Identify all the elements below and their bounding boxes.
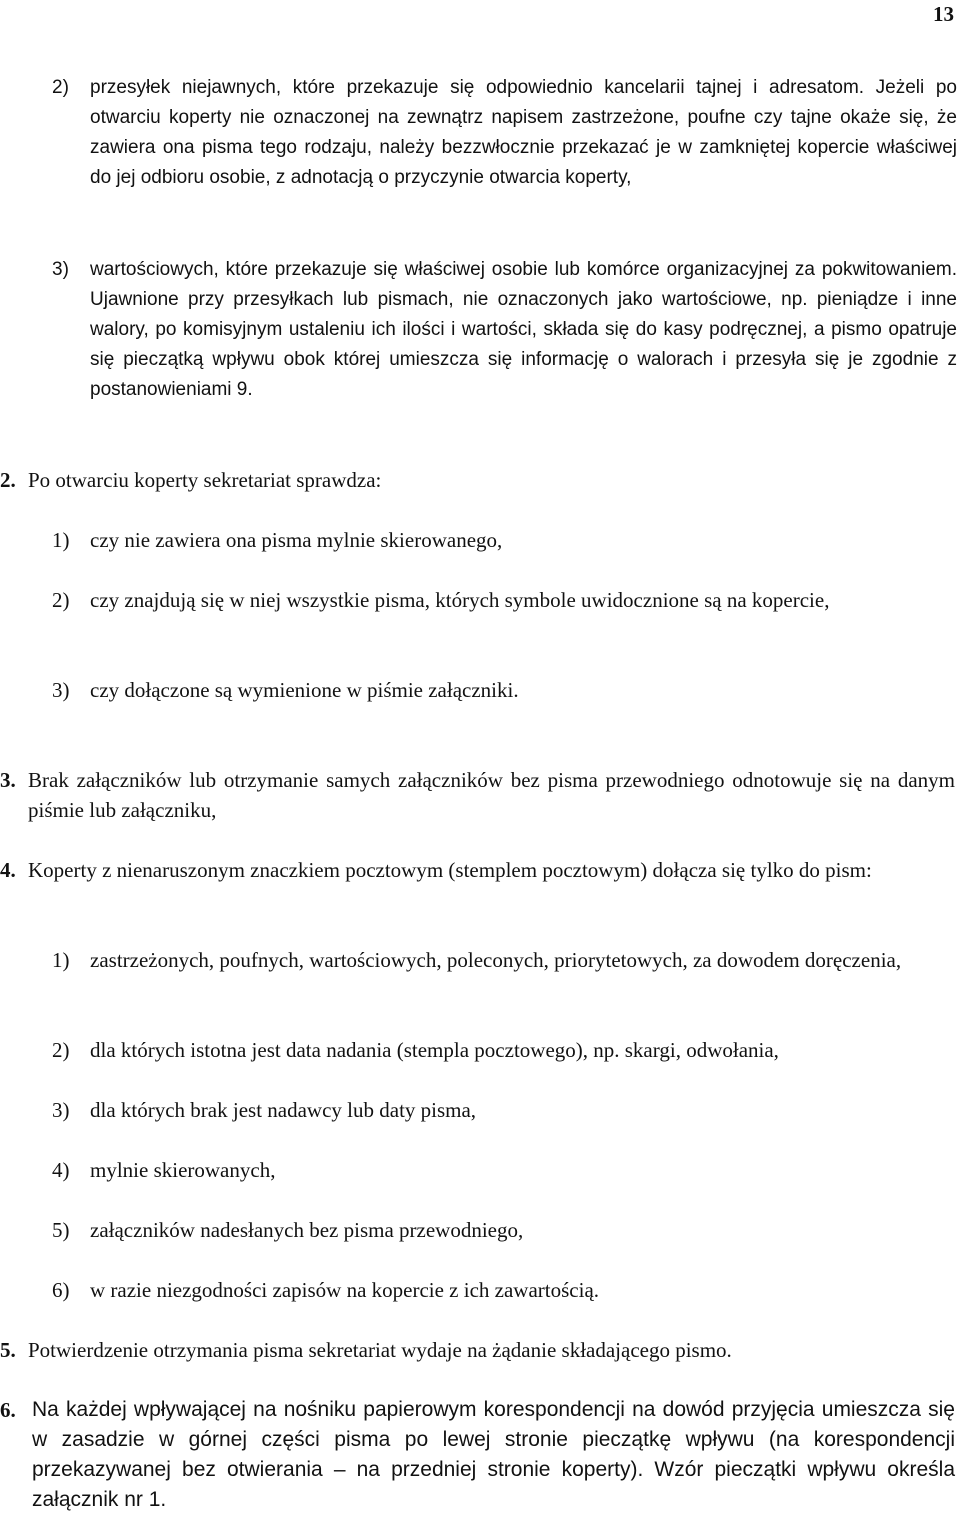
- paragraph-4: [0, 855, 955, 885]
- item-text: przesyłek niejawnych, które przekazuje się odpowiednio kancelarii tajnej i adresatom. Jeżeli po otwarciu koperty nie oznaczonej na zewnątrz napisem zastrzeżone, poufne czy tajne okaże się, że zawiera ona pisma tego rodzaju, należy bezzwłocznie przekazać je w zamkniętej kopercie właściwej do jej odbioru osobie, z adnotacją o przyczynie otwarcia koperty,: [90, 77, 957, 188]
- list-item: [52, 945, 957, 975]
- item-text: dla których istotna jest data nadania (stempla pocztowego), np. skargi, odwołania,: [90, 1038, 779, 1062]
- item-text: mylnie skierowanych,: [90, 1158, 276, 1182]
- item-number: 2): [52, 77, 69, 98]
- item-text: czy znajdują się w niej wszystkie pisma, których symbole uwidocznione są na kopercie,: [90, 588, 830, 612]
- paragraph-number: 3.: [0, 768, 16, 792]
- item-text: czy dołączone są wymienione w piśmie załączniki.: [90, 678, 519, 702]
- paragraph-text: Na każdej wpływającej na nośniku papierowym korespondencji na dowód przyjęcia umieszcza się w zasadzie w górnej części pisma po lewej stronie pieczątkę wpływu (na korespondencji przekazywanej bez otwierania – na przedniej stronie koperty). Wzór pieczątki wpływu określa załącznik nr 1.: [32, 1398, 955, 1511]
- paragraph-text: Koperty z nienaruszonym znaczkiem pocztowym (stemplem pocztowym) dołącza się tylko do pism:: [28, 858, 872, 882]
- list-item: [52, 1215, 957, 1245]
- item-text: załączników nadesłanych bez pisma przewodniego,: [90, 1218, 524, 1242]
- item-number: 1): [52, 528, 70, 552]
- paragraph-text: Po otwarciu koperty sekretariat sprawdza:: [28, 468, 382, 492]
- page-number: 13: [933, 2, 954, 26]
- item-number: 2): [52, 1038, 70, 1062]
- paragraph-text: Potwierdzenie otrzymania pisma sekretariat wydaje na żądanie składającego pismo.: [28, 1338, 732, 1362]
- list-item: [52, 585, 957, 615]
- paragraph-3: [0, 765, 955, 825]
- item-number: 6): [52, 1278, 70, 1302]
- list-item: [52, 1035, 957, 1065]
- list-item: [52, 1155, 957, 1185]
- paragraph-text: Brak załączników lub otrzymanie samych załączników bez pisma przewodniego odnotowuje się na danym piśmie lub załączniku,: [28, 768, 955, 822]
- item-text: wartościowych, które przekazuje się właściwej osobie lub komórce organizacyjnej za pokwitowaniem. Ujawnione przy przesyłkach lub pismach, nie oznaczonych jako wartościowe, np. pieniądze i inne walory, po komisyjnym ustaleniu ich ilości i wartości, składa się do kasy podręcznej, a pismo opatruje się pieczątką wpływu obok której umieszcza się informację o walorach i przesyła się je zgodnie z postanowieniami 9.: [90, 259, 957, 400]
- list-item: [52, 255, 957, 405]
- paragraph-6: [0, 1395, 955, 1515]
- paragraph-number: 6.: [0, 1398, 16, 1422]
- list-item: [52, 675, 957, 705]
- item-number: 4): [52, 1158, 70, 1182]
- list-item: [52, 1095, 957, 1125]
- item-text: w razie niezgodności zapisów na kopercie z ich zawartością.: [90, 1278, 600, 1302]
- paragraph-number: 2.: [0, 468, 16, 492]
- item-number: 5): [52, 1218, 70, 1242]
- item-number: 2): [52, 588, 70, 612]
- list-item: [52, 1275, 957, 1305]
- list-item: [52, 73, 957, 193]
- paragraph-5: [0, 1335, 955, 1365]
- list-item: [52, 525, 957, 555]
- paragraph-number: 4.: [0, 858, 16, 882]
- item-text: zastrzeżonych, poufnych, wartościowych, poleconych, priorytetowych, za dowodem doręczenia,: [90, 948, 902, 972]
- item-number: 3): [52, 259, 69, 280]
- paragraph-number: 5.: [0, 1338, 16, 1362]
- item-number: 1): [52, 948, 70, 972]
- paragraph-2: [0, 465, 955, 495]
- item-number: 3): [52, 678, 70, 702]
- item-text: dla których brak jest nadawcy lub daty pisma,: [90, 1098, 477, 1122]
- item-number: 3): [52, 1098, 70, 1122]
- item-text: czy nie zawiera ona pisma mylnie skierowanego,: [90, 528, 503, 552]
